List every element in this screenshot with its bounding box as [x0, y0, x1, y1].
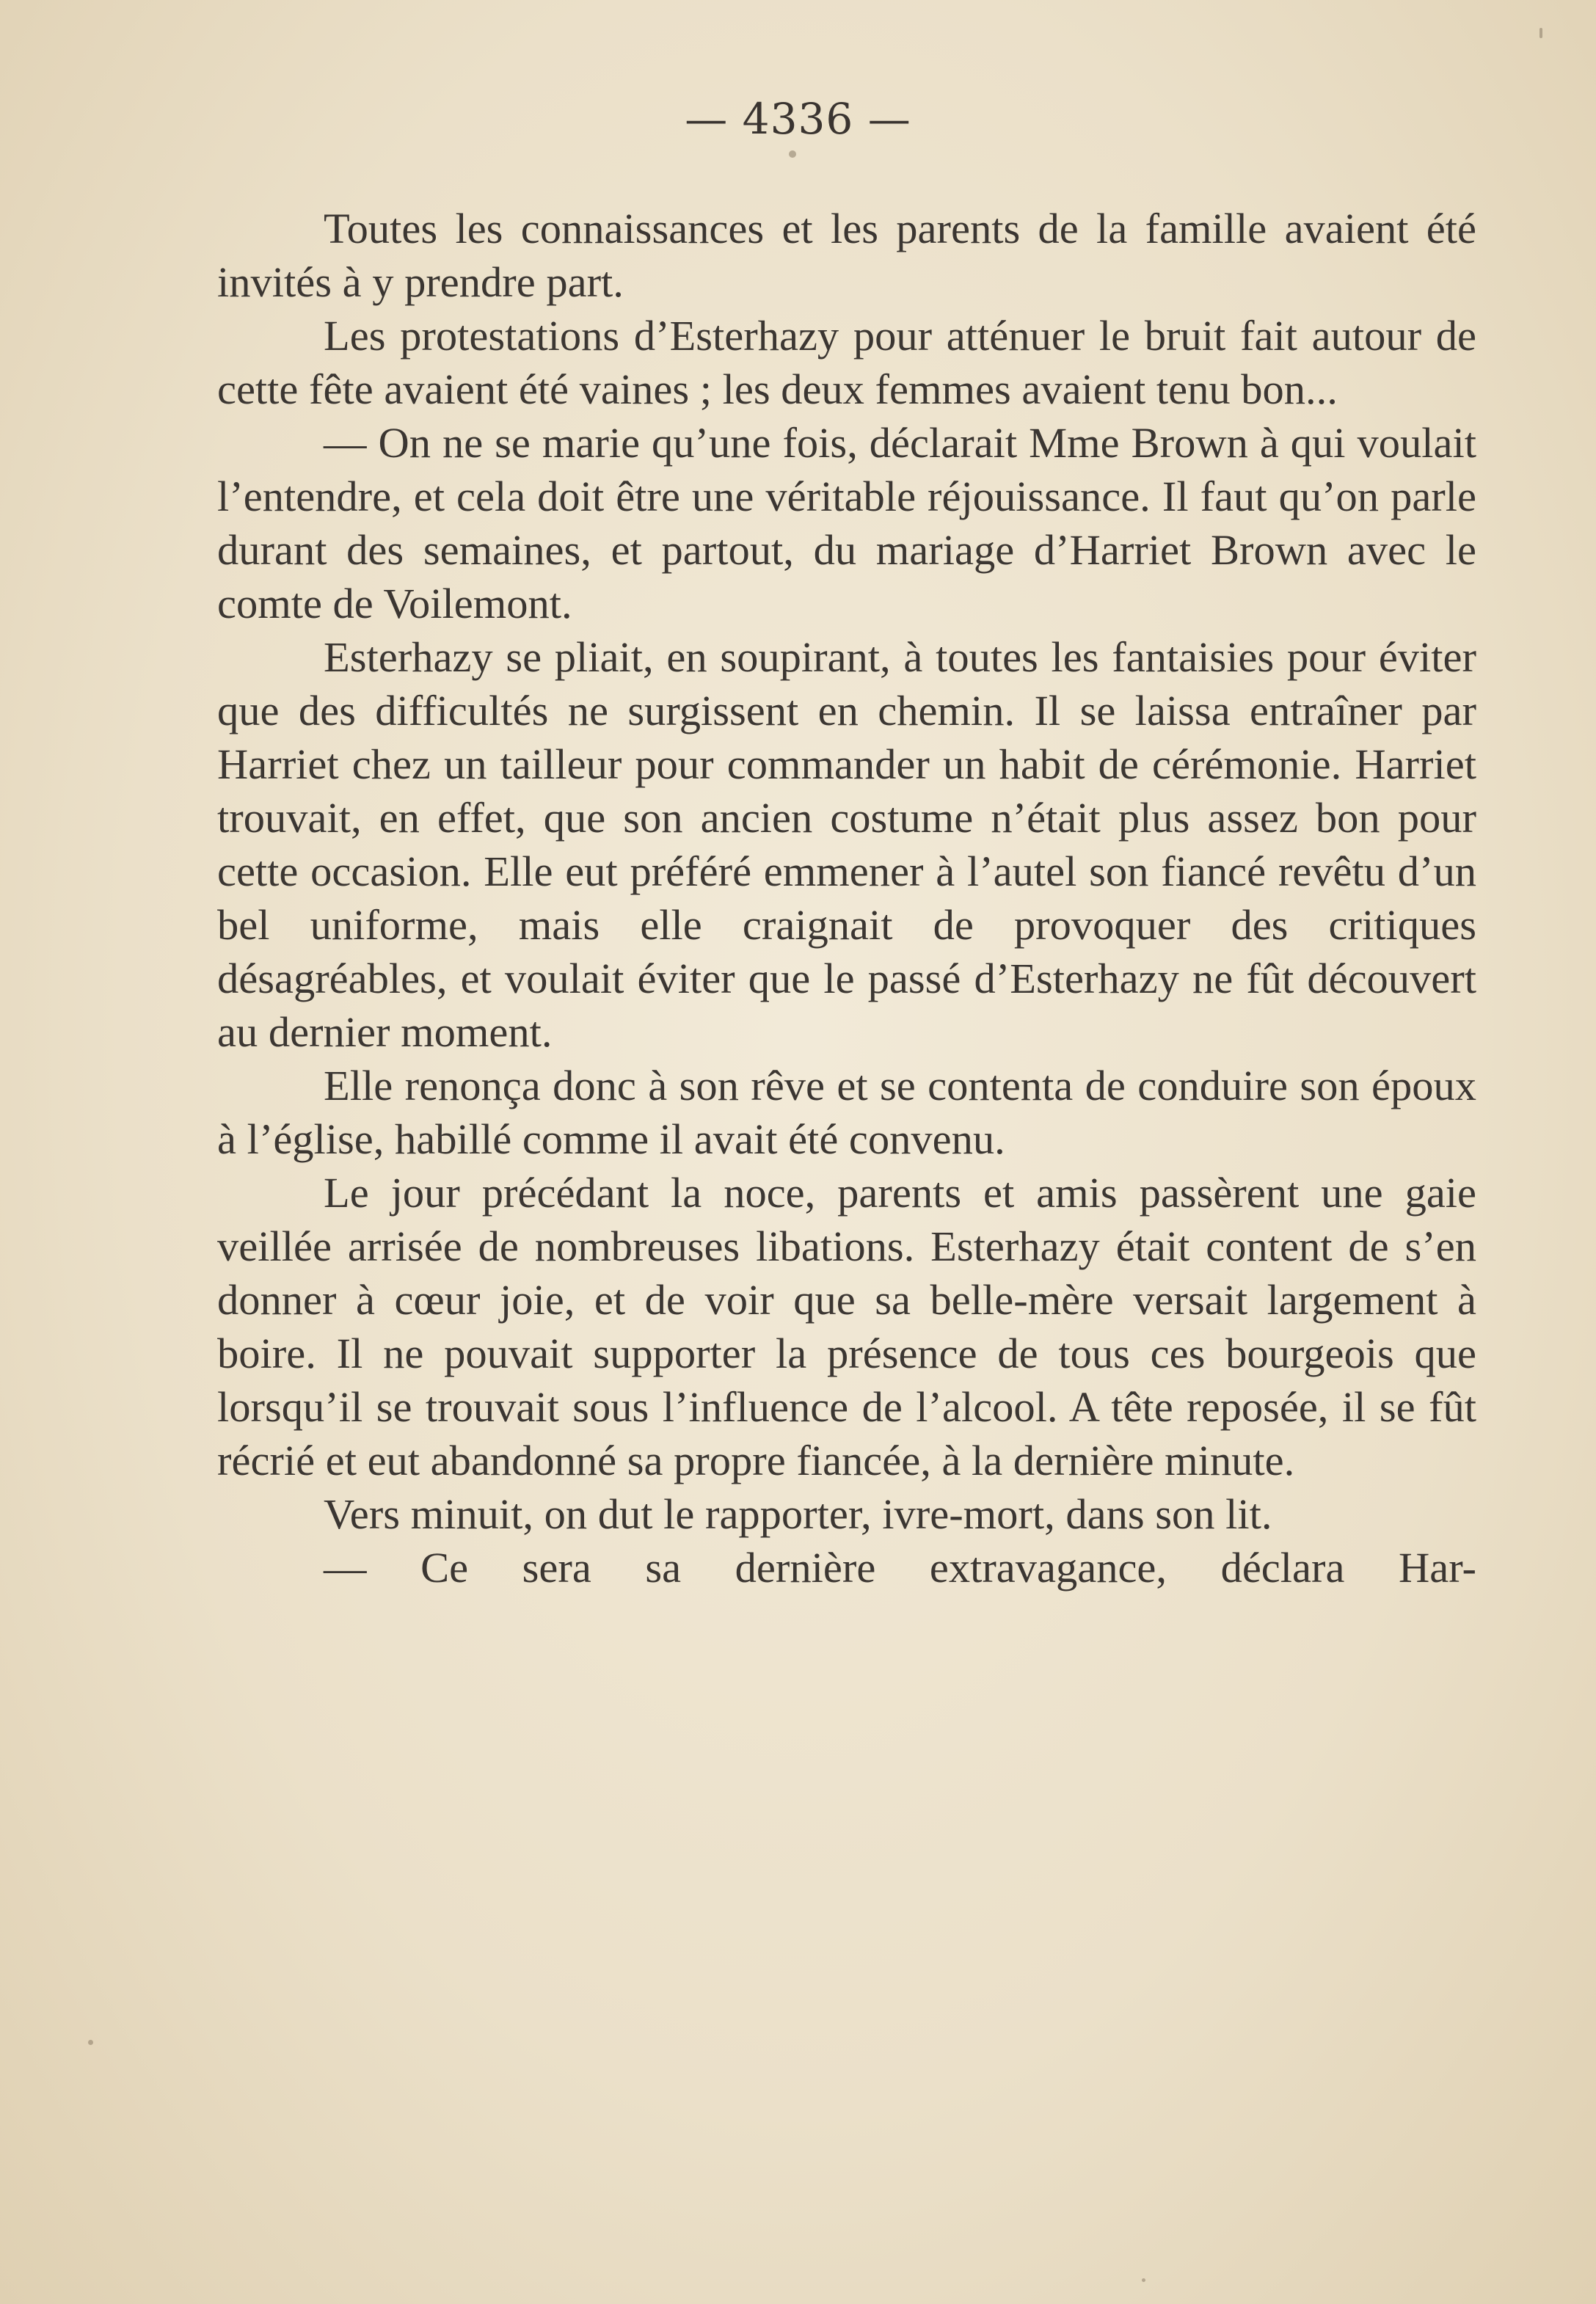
- body-text: [217, 202, 1476, 1594]
- paragraph: Esterhazy se pliait, en soupirant, à toutes les fantaisies pour éviter que des difficultés ne surgissent en chemin. Il se laissa entraîner par Harriet chez un tailleur pour commander un habit de cérémonie. Harriet trouvait, en effet, que son ancien costume n’était plus assez bon pour cette occasion. Elle eut préféré emmener à l’autel son fiancé revêtu d’un bel uniforme, mais elle craignait de provoquer des critiques désagréables, et voulait éviter que le passé d’Esterhazy ne fût découvert au dernier moment.: [217, 633, 1476, 1056]
- page-number: — 4336 —: [685, 94, 911, 144]
- paper-speck: [1142, 2278, 1145, 2282]
- paragraph: Le jour précédant la noce, parents et amis passèrent une gaie veillée arrisée de nombreuses libations. Esterhazy était content de s’en donner à cœur joie, et de voir que sa belle-mère versait largement à boire. Il ne pouvait supporter la présence de tous ces bourgeois que lorsqu’il se trouvait sous l’influence de l’alcool. A tête reposée, il se fût récrié et eut abandonné sa propre fiancée, à la dernière minute.: [217, 1169, 1476, 1484]
- paper-speck: [1539, 28, 1542, 38]
- paper-speck: [789, 150, 796, 158]
- paragraph: Les protestations d’Esterhazy pour atténuer le bruit fait autour de cette fête avaient été vaines ; les deux femmes avaient tenu bon...: [217, 312, 1476, 413]
- paragraph: Toutes les connaissances et les parents de la famille avaient été invités à y prendre part.: [217, 205, 1476, 306]
- paragraph: — Ce sera sa dernière extravagance, déclara Har-: [324, 1544, 1476, 1592]
- paragraph: Vers minuit, on dut le rapporter, ivre-mort, dans son lit.: [324, 1490, 1272, 1538]
- paragraph: Elle renonça donc à son rêve et se contenta de conduire son époux à l’église, habillé comme il avait été convenu.: [217, 1062, 1476, 1163]
- paper-speck: [88, 2040, 93, 2045]
- paragraph: — On ne se marie qu’une fois, déclarait Mme Brown à qui voulait l’entendre, et cela doit être une véritable réjouissance. Il faut qu’on parle durant des semaines, et partout, du mariage d’Harriet Brown avec le comte de Voilemont.: [217, 419, 1476, 627]
